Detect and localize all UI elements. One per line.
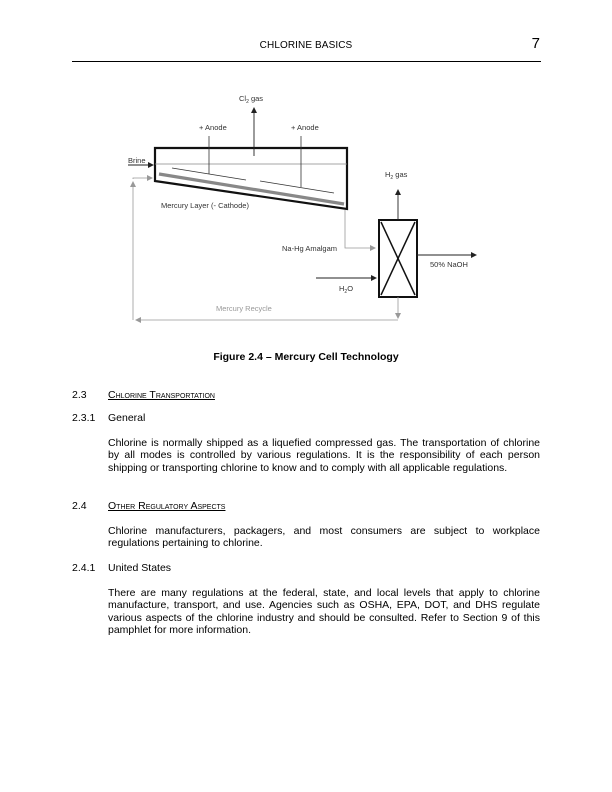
section-heading: Other Regulatory Aspects — [108, 500, 226, 512]
section-heading: Chlorine Transportation — [108, 389, 215, 401]
cl2-gas-label: $Cl_2$ gas — [239, 94, 264, 105]
anode-right-label: + Anode — [291, 123, 319, 132]
body-paragraph: There are many regulations at the federal, state, and local levels that apply to chlorine manufacture, transport, and use. Agencies such as OSHA, EPA, DOT, and DHS regulate various aspects of the chlorine industry and should be consulted. Refer to Section 9 of this pamphlet for more information. — [108, 587, 540, 636]
running-header-title: CHLORINE BASICS — [259, 40, 353, 51]
decomposer — [316, 190, 476, 297]
subsection-heading: General — [108, 412, 146, 424]
section-number: 2.3 — [72, 389, 87, 401]
mercury-layer-label: Mercury Layer (- Cathode) — [161, 201, 249, 210]
body-paragraph: Chlorine manufacturers, packagers, and most consumers are subject to workplace regulations pertaining to chlorine. — [108, 525, 540, 550]
anode-left-label: + Anode — [199, 123, 227, 132]
mercury-recycle-label: Mercury Recycle — [216, 304, 272, 313]
h2-gas-label: $H_2$ gas — [385, 170, 408, 181]
page-number: 7 — [531, 35, 540, 52]
subsection-number: 2.3.1 — [72, 412, 96, 424]
section-number: 2.4 — [72, 500, 87, 512]
naoh-label: 50% NaOH — [430, 260, 468, 269]
amalgam-flow-line — [345, 210, 375, 248]
mercury-cell-diagram — [0, 0, 612, 340]
subsection-number: 2.4.1 — [72, 562, 96, 574]
subsection-heading: United States — [108, 562, 172, 574]
amalgam-label: Na-Hg Amalgam — [282, 244, 338, 253]
h2o-label: $H_2O$ — [339, 284, 354, 295]
body-paragraph: Chlorine is normally shipped as a liquefied compressed gas. The transportation of chlorine by all modes is controlled by various regulations. It is the responsibility of each person shipping or transporting chlorine to know and to comply with all applicable regulations. — [108, 437, 540, 474]
brine-label: Brine — [128, 156, 146, 165]
figure-caption: Figure 2.4 – Mercury Cell Technology — [213, 351, 399, 363]
